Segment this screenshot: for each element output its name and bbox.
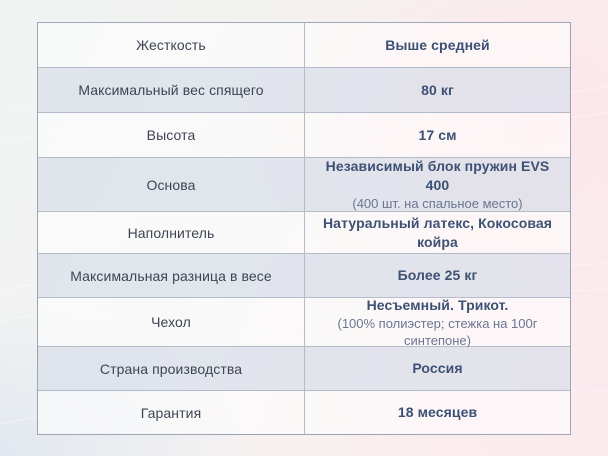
spec-row-cover: [38, 298, 570, 347]
spec-label-cell: [38, 391, 304, 434]
spec-label: Чехол: [151, 314, 191, 330]
spec-row-max-weight: [38, 68, 570, 113]
spec-row-hardness: [38, 23, 570, 68]
spec-table: [37, 22, 571, 435]
spec-value: Россия: [412, 360, 463, 376]
spec-label: Страна производства: [99, 360, 243, 377]
spec-label: Жесткость: [136, 37, 206, 53]
spec-label: Основа: [146, 176, 196, 193]
spec-value-cell: [304, 298, 570, 346]
spec-value-cell: [304, 347, 570, 390]
spec-value: 17 см: [418, 126, 457, 143]
spec-value-cell: [304, 254, 570, 297]
spec-value-cell: [304, 212, 570, 253]
spec-value-cell: [304, 113, 570, 157]
spec-label-cell: [38, 113, 304, 157]
spec-label-cell: [38, 23, 304, 67]
spec-value-note: (400 шт. на спальное место): [352, 196, 523, 211]
spec-label-cell: [38, 212, 304, 253]
spec-label: Высота: [146, 127, 196, 143]
spec-label: Максимальный вес спящего: [78, 82, 264, 98]
spec-label-cell: [38, 158, 304, 211]
spec-row-base: [38, 158, 570, 212]
spec-value-cell: [304, 23, 570, 67]
spec-row-max-weight-difference: [38, 254, 570, 298]
spec-value: Независимый блок пружин EVS 400: [325, 158, 550, 193]
spec-row-warranty: [38, 391, 570, 434]
spec-value: 80 кг: [421, 81, 454, 98]
spec-value-cell: [304, 391, 570, 434]
spec-label-cell: [38, 298, 304, 346]
spec-label-cell: [38, 347, 304, 390]
spec-value: 18 месяцев: [397, 404, 478, 420]
spec-row-filler: [38, 212, 570, 254]
spec-row-country: [38, 347, 570, 391]
spec-value: Несъемный. Трикот.: [366, 296, 509, 313]
spec-value-cell: [304, 158, 570, 211]
spec-label: Наполнитель: [127, 224, 215, 241]
spec-value-cell: [304, 68, 570, 112]
spec-label: Гарантия: [140, 404, 202, 421]
spec-row-height: [38, 113, 570, 158]
spec-label-cell: [38, 254, 304, 297]
spec-value: Выше средней: [385, 36, 490, 53]
spec-value: Более 25 кг: [397, 267, 478, 283]
spec-value: Натуральный латекс, Кокосовая койра: [322, 214, 553, 250]
spec-label-cell: [38, 68, 304, 112]
spec-label: Максимальная разница в весе: [70, 267, 272, 284]
spec-value-note: (100% полиэстер; стежка на 100г синтепоне): [337, 315, 538, 348]
